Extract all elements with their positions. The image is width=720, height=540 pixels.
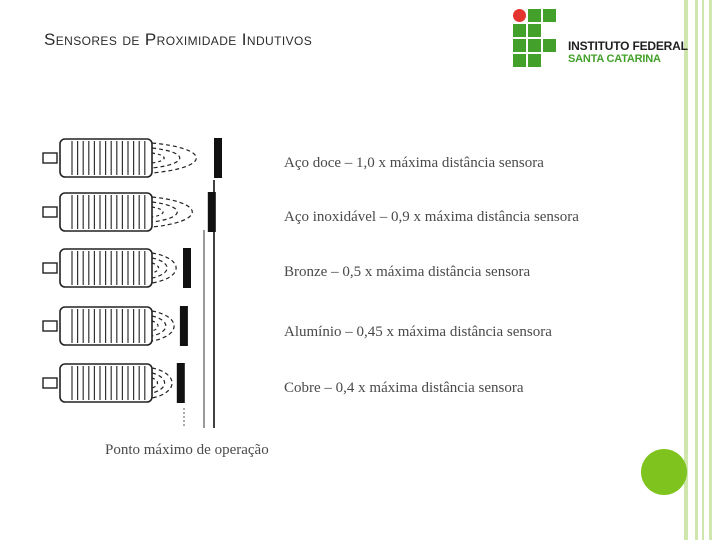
field-line-middle — [152, 316, 166, 336]
diagram-caption: Ponto máximo de operação — [105, 442, 269, 458]
logo-text-line1: INSTITUTO FEDERAL — [568, 39, 688, 53]
row-label-aco-inoxidavel: Aço inoxidável – 0,9 x máxima distância sensora — [284, 209, 579, 225]
sensor-row — [43, 306, 188, 346]
sensor-row — [43, 363, 185, 403]
field-line-inner — [152, 321, 158, 331]
field-line-inner — [152, 207, 163, 217]
field-line-middle — [152, 258, 167, 278]
field-line-inner — [152, 263, 159, 273]
row-label-bronze: Bronze – 0,5 x máxima distância sensora — [284, 264, 531, 280]
target-plate — [180, 306, 188, 346]
target-plate — [214, 138, 222, 178]
field-line-outer — [152, 253, 176, 283]
sensor-row — [43, 138, 222, 178]
field-line-outer — [152, 143, 196, 173]
field-line-outer — [152, 311, 174, 341]
target-plate — [177, 363, 185, 403]
sensor-diagram — [38, 128, 638, 468]
sensor-row — [43, 248, 191, 288]
field-line-outer — [152, 368, 172, 398]
field-line-inner — [152, 378, 158, 388]
row-label-aluminio: Alumínio – 0,45 x máxima distância sensora — [284, 324, 552, 340]
sensor-row — [43, 192, 216, 232]
sensor-connector — [43, 153, 57, 163]
field-line-middle — [152, 202, 177, 222]
field-line-middle — [152, 373, 165, 393]
sensor-connector — [43, 263, 57, 273]
decorative-green-circle — [641, 449, 687, 495]
sensor-connector — [43, 378, 57, 388]
row-label-cobre: Cobre – 0,4 x máxima distância sensora — [284, 380, 524, 396]
logo-red-dot — [513, 9, 526, 22]
field-line-middle — [152, 148, 180, 168]
logo-text-line2: SANTA CATARINA — [568, 53, 661, 65]
side-stripes — [684, 0, 720, 540]
target-plate — [183, 248, 191, 288]
sensor-connector — [43, 207, 57, 217]
sensor-connector — [43, 321, 57, 331]
field-line-outer — [152, 197, 192, 227]
sensor-rows — [43, 138, 222, 403]
row-label-aco-doce: Aço doce – 1,0 x máxima distância sensora — [284, 155, 544, 171]
field-line-inner — [152, 153, 164, 163]
slide-title: Sensores de Proximidade Indutivos — [44, 30, 313, 49]
